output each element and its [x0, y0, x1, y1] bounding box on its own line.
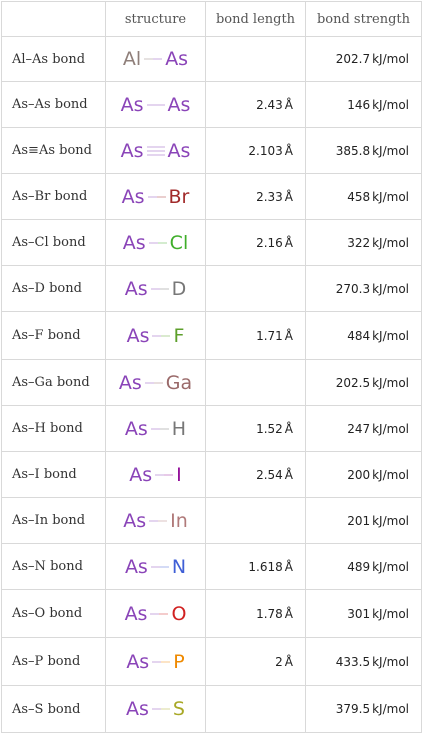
bond-name-cell: As–H bond [2, 406, 106, 452]
bond-strength-unit: kJ/mol [372, 189, 409, 204]
atom-symbol-left: As [124, 602, 148, 625]
atom-symbol-right: H [171, 417, 187, 440]
header-cell-bond-length: bond length [206, 2, 306, 37]
bond-strength-cell [306, 312, 422, 360]
bond-length-value: 2.43 [256, 97, 283, 112]
atom-symbol-left: As [124, 277, 148, 300]
bond-line-icon [147, 99, 165, 111]
bond-line-icon [152, 656, 170, 668]
bond-name-cell: As–Cl bond [2, 220, 106, 266]
atom-symbol-left: As [126, 324, 150, 347]
bond-length-value: 1.52 [256, 421, 283, 436]
structure-cell [106, 128, 206, 174]
bond-strength-cell [306, 686, 422, 733]
bond-length-cell [206, 590, 306, 638]
structure-cell [106, 220, 206, 266]
atom-symbol-left: As [129, 463, 153, 486]
bond-line-icon [149, 515, 167, 527]
bond-strength-value: 247 [347, 421, 371, 436]
bond-strength-value: 202.7 [335, 52, 371, 66]
atom-symbol-right: As [167, 139, 191, 162]
bond-name-cell: As–S bond [2, 686, 106, 733]
bond-strength-value: 385.8 [335, 143, 371, 158]
bond-name-cell: Al–As bond [2, 37, 106, 82]
structure-cell [106, 544, 206, 590]
header-cell-bond-strength: bond strength [306, 2, 422, 37]
table-row [2, 544, 422, 590]
structure-cell [106, 406, 206, 452]
atom-symbol-left: As [124, 555, 148, 578]
atom-symbol-right: Br [168, 185, 190, 208]
atom-symbol-right: S [172, 698, 185, 720]
bond-line-icon [151, 283, 169, 295]
bond-strength-value: 301 [347, 606, 371, 621]
bond-length-cell [206, 37, 306, 82]
atom-symbol-right: As [167, 93, 191, 116]
structure-cell [106, 37, 206, 82]
bond-strength-value: 458 [347, 189, 371, 204]
table-row [2, 128, 422, 174]
bond-length-cell [206, 544, 306, 590]
atom-symbol-right: N [171, 555, 187, 578]
bond-length-cell [206, 174, 306, 220]
bond-length-value: 1.618 [248, 559, 283, 574]
table-row [2, 360, 422, 406]
bond-strength-value: 201 [347, 513, 371, 528]
bond-length-value: 2.54 [256, 467, 283, 482]
bond-length-value: 2.33 [256, 189, 283, 204]
bond-name-cell: As–N bond [2, 544, 106, 590]
bond-strength-value: 433.5 [335, 654, 371, 669]
bond-strength-cell [306, 406, 422, 452]
table-row [2, 452, 422, 498]
bond-length-cell [206, 406, 306, 452]
atom-symbol-left: Al [122, 48, 142, 70]
bond-length-value: 2.103 [248, 143, 283, 158]
table-row [2, 406, 422, 452]
bond-name-cell: As–O bond [2, 590, 106, 638]
bond-length-cell [206, 82, 306, 128]
bond-strength-cell [306, 590, 422, 638]
table-row [2, 686, 422, 733]
atom-symbol-right: D [171, 277, 187, 300]
atom-symbol-right: F [173, 324, 185, 347]
table-row [2, 174, 422, 220]
atom-symbol-left: As [123, 509, 147, 532]
table-row [2, 82, 422, 128]
bond-strength-cell [306, 544, 422, 590]
structure-cell [106, 590, 206, 638]
bond-line-icon [150, 608, 168, 620]
structure-cell [106, 638, 206, 686]
bond-strength-unit: kJ/mol [372, 375, 409, 390]
bond-strength-unit: kJ/mol [372, 559, 409, 574]
atom-symbol-left: As [121, 185, 145, 208]
atom-symbol-right: O [171, 602, 187, 625]
bond-strength-cell [306, 498, 422, 544]
bond-length-cell [206, 360, 306, 406]
bond-strength-value: 270.3 [335, 281, 371, 296]
bond-strength-unit: kJ/mol [372, 421, 409, 436]
bond-name-cell: As–F bond [2, 312, 106, 360]
bond-name-cell: As–I bond [2, 452, 106, 498]
structure-cell [106, 82, 206, 128]
bond-length-cell [206, 498, 306, 544]
header-cell-name [2, 2, 106, 37]
bond-strength-unit: kJ/mol [372, 97, 409, 112]
table-row [2, 638, 422, 686]
atom-symbol-right: I [176, 463, 182, 486]
bond-strength-cell [306, 360, 422, 406]
bond-line-icon [149, 237, 167, 249]
bond-strength-cell [306, 37, 422, 82]
bond-length-value: 1.78 [256, 606, 283, 621]
bond-strength-cell [306, 82, 422, 128]
atom-symbol-right: P [173, 650, 185, 673]
structure-cell [106, 452, 206, 498]
bond-length-unit: Å [284, 421, 293, 436]
bond-length-unit: Å [284, 189, 293, 204]
bond-line-icon [147, 145, 165, 157]
bond-length-cell [206, 220, 306, 266]
bond-length-cell [206, 452, 306, 498]
table-row [2, 312, 422, 360]
bond-strength-cell [306, 638, 422, 686]
atom-symbol-left: As [120, 93, 144, 116]
bond-strength-unit: kJ/mol [372, 328, 409, 343]
atom-symbol-right: In [170, 509, 188, 532]
bond-line-icon [151, 561, 169, 573]
bond-length-cell [206, 638, 306, 686]
bond-line-icon [152, 703, 170, 715]
bond-name-cell: As–Ga bond [2, 360, 106, 406]
table-row [2, 266, 422, 312]
bond-name-cell: As–D bond [2, 266, 106, 312]
table-row [2, 590, 422, 638]
bond-strength-cell [306, 266, 422, 312]
bond-strength-unit: kJ/mol [372, 702, 409, 716]
bond-length-unit: Å [284, 467, 293, 482]
bond-strength-cell [306, 174, 422, 220]
bond-line-icon [148, 191, 166, 203]
bond-length-cell [206, 128, 306, 174]
bond-length-cell [206, 686, 306, 733]
structure-cell [106, 174, 206, 220]
bond-length-unit: Å [284, 235, 293, 250]
table-row [2, 220, 422, 266]
bond-name-cell: As–Br bond [2, 174, 106, 220]
structure-cell [106, 498, 206, 544]
bond-strength-value: 322 [347, 235, 371, 250]
bond-strength-value: 200 [347, 467, 371, 482]
bond-line-icon [152, 330, 170, 342]
bond-length-unit: Å [284, 559, 293, 574]
atom-symbol-left: As [120, 139, 144, 162]
bond-length-value: 1.71 [256, 328, 283, 343]
bond-name-cell: As–P bond [2, 638, 106, 686]
bond-strength-value: 484 [347, 328, 371, 343]
atom-symbol-right: As [165, 48, 189, 70]
structure-cell [106, 360, 206, 406]
bond-name-cell: As–As bond [2, 82, 106, 128]
bond-strength-value: 489 [347, 559, 371, 574]
bond-name-cell: As–In bond [2, 498, 106, 544]
bond-line-icon [145, 377, 163, 389]
structure-cell [106, 312, 206, 360]
bond-length-unit: Å [284, 606, 293, 621]
bond-line-icon [151, 423, 169, 435]
bond-strength-cell [306, 128, 422, 174]
atom-symbol-right: Ga [165, 371, 193, 394]
header-row [2, 2, 422, 37]
atom-symbol-left: As [126, 698, 149, 720]
bond-length-cell [206, 312, 306, 360]
atom-symbol-right: Cl [169, 231, 189, 254]
bond-name-cell: As≡As bond [2, 128, 106, 174]
bond-strength-unit: kJ/mol [372, 143, 409, 158]
bond-strength-unit: kJ/mol [372, 654, 409, 669]
bond-strength-unit: kJ/mol [372, 52, 409, 66]
bond-strength-unit: kJ/mol [372, 281, 409, 296]
atom-symbol-left: As [124, 417, 148, 440]
bond-strength-value: 202.5 [335, 375, 371, 390]
table-body [2, 37, 422, 733]
bond-length-unit: Å [284, 97, 293, 112]
bond-line-icon [155, 469, 173, 481]
bond-strength-unit: kJ/mol [372, 467, 409, 482]
table-row [2, 37, 422, 82]
bond-strength-value: 379.5 [335, 702, 371, 716]
bond-strength-cell [306, 220, 422, 266]
structure-cell [106, 266, 206, 312]
atom-symbol-left: As [118, 371, 142, 394]
bond-length-cell [206, 266, 306, 312]
header-cell-structure: structure [106, 2, 206, 37]
table-row [2, 498, 422, 544]
bond-length-unit: Å [284, 143, 293, 158]
atom-symbol-left: As [122, 231, 146, 254]
structure-cell [106, 686, 206, 733]
bond-strength-unit: kJ/mol [372, 606, 409, 621]
bond-length-value: 2.16 [256, 235, 283, 250]
bond-length-value: 2 [275, 654, 283, 669]
bond-strength-cell [306, 452, 422, 498]
bond-length-unit: Å [284, 654, 293, 669]
bond-line-icon [144, 53, 162, 65]
bond-table [1, 1, 422, 733]
atom-symbol-left: As [126, 650, 150, 673]
bond-strength-unit: kJ/mol [372, 513, 409, 528]
bond-length-unit: Å [284, 328, 293, 343]
bond-strength-unit: kJ/mol [372, 235, 409, 250]
bond-strength-value: 146 [347, 97, 371, 112]
